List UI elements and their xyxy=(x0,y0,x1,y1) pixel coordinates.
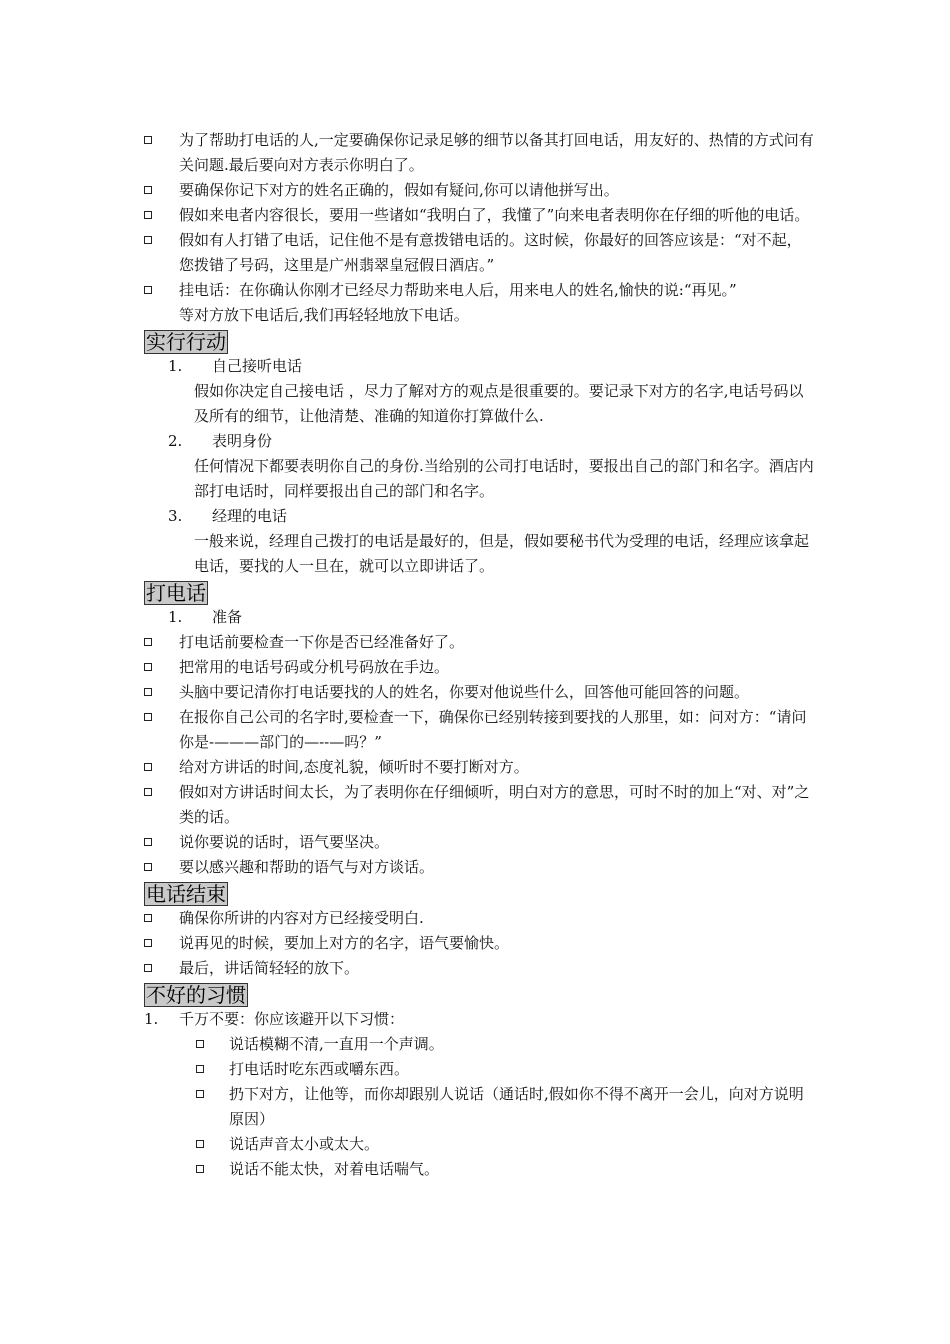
checkbox-bullet-icon xyxy=(144,939,152,947)
checkbox-bullet-icon xyxy=(196,1040,204,1048)
bullet-text: 说话声音太小或太大。 xyxy=(229,1135,380,1153)
list-item xyxy=(144,228,814,278)
bullet-text: 假如来电者内容很长，要用一些诸如“我明白了，我懂了”向来电者表明你在仔细的听他的电话。 xyxy=(179,206,810,224)
bullet-text: 要确保你记下对方的姓名正确的，假如有疑问,你可以请他拼写出。 xyxy=(179,181,619,199)
list-item xyxy=(144,1157,814,1182)
list-item xyxy=(144,1132,814,1157)
intro-closing-text: 等对方放下电话后,我们再轻轻地放下电话。 xyxy=(179,306,469,324)
numbered-item-title: 3. 经理的电话 xyxy=(144,504,814,529)
bullet-text: 确保你所讲的内容对方已经接受明白. xyxy=(179,909,424,927)
bullet-text: 说话不能太快，对着电话喘气。 xyxy=(229,1160,440,1178)
checkbox-bullet-icon xyxy=(196,1165,204,1173)
list-item xyxy=(144,780,814,830)
item-number: 1. xyxy=(144,1010,159,1028)
list-item xyxy=(144,203,814,228)
bullet-text: 说再见的时候，要加上对方的名字，语气要愉快。 xyxy=(179,934,510,952)
checkbox-bullet-icon xyxy=(144,838,152,846)
list-item xyxy=(144,830,814,855)
list-item xyxy=(144,855,814,880)
numbered-item-body: 任何情况下都要表明你自己的身份.当给别的公司打电话时，要报出自己的部门和名字。酒店内部打电话时，同样要报出自己的部门和名字。 xyxy=(194,457,814,500)
list-item xyxy=(144,680,814,705)
list-item xyxy=(144,178,814,203)
numbered-item-body: 假如你决定自己接电话 ，尽力了解对方的观点是很重要的。要记录下对方的名字,电话号码以及所有的细节，让他清楚、准确的知道你打算做什么. xyxy=(194,382,804,425)
list-item xyxy=(144,630,814,655)
list-item xyxy=(144,278,814,303)
list-item xyxy=(144,906,814,931)
bullet-text: 扔下对方，让他等，而你却跟别人说话（通话时,假如你不得不离开一会儿，向对方说明原因） xyxy=(229,1085,804,1128)
bullet-text: 在报你自己公司的名字时,要检查一下，确保你已经别转接到要找的人那里，如：问对方：“请问你是-———部门的—--—吗？” xyxy=(179,708,807,751)
bullet-text: 说话模糊不清,一直用一个声调。 xyxy=(229,1035,444,1053)
call-bullet-list xyxy=(144,630,814,880)
intro-bullet-list xyxy=(144,128,814,328)
item-number: 1. xyxy=(168,608,183,626)
checkbox-bullet-icon xyxy=(144,863,152,871)
section-heading-habits: 不好的习惯 xyxy=(146,983,246,1007)
numbered-item-title: 2. 表明身份 xyxy=(144,429,814,454)
bullet-text: 打电话前要检查一下你是否已经准备好了。 xyxy=(179,633,465,651)
bullet-text: 要以感兴趣和帮助的语气与对方谈话。 xyxy=(179,858,435,876)
checkbox-bullet-icon xyxy=(144,713,152,721)
checkbox-bullet-icon xyxy=(144,211,152,219)
checkbox-bullet-icon xyxy=(144,663,152,671)
list-item xyxy=(144,931,814,956)
bullet-text: 给对方讲话的时间,态度礼貌，倾听时不要打断对方。 xyxy=(179,758,529,776)
bullet-text: 假如对方讲话时间太长，为了表明你在仔细倾听，明白对方的意思，可时不时的加上“对、对”之类的话。 xyxy=(179,783,810,826)
list-item xyxy=(144,705,814,755)
checkbox-bullet-icon xyxy=(144,236,152,244)
bullet-text: 假如有人打错了电话，记住他不是有意拨错电话的。这时候，你最好的回答应该是：“对不起，您拨错了号码，这里是广州翡翠皇冠假日酒店。” xyxy=(179,231,802,274)
bullet-text: 为了帮助打电话的人,一定要确保你记录足够的细节以备其打回电话，用友好的、热情的方式问有关问题.最后要向对方表示你明白了。 xyxy=(179,131,814,174)
checkbox-bullet-icon xyxy=(144,136,152,144)
checkbox-bullet-icon xyxy=(144,964,152,972)
checkbox-bullet-icon xyxy=(144,914,152,922)
numbered-item-title: 1. 自己接听电话 xyxy=(144,354,814,379)
list-item xyxy=(144,1082,814,1132)
list-item xyxy=(144,1057,814,1082)
bullet-text: 打电话时吃东西或嚼东西。 xyxy=(229,1060,410,1078)
list-item xyxy=(144,655,814,680)
checkbox-bullet-icon xyxy=(196,1065,204,1073)
action-numbered-list xyxy=(144,354,814,579)
item-number: 1. xyxy=(168,357,183,375)
bullet-text: 把常用的电话号码或分机号码放在手边。 xyxy=(179,658,450,676)
checkbox-bullet-icon xyxy=(144,788,152,796)
list-item xyxy=(144,956,814,981)
checkbox-bullet-icon xyxy=(196,1140,204,1148)
numbered-item-title: 1. 千万不要：你应该避开以下习惯： xyxy=(144,1007,814,1032)
section-heading-call: 打电话 xyxy=(146,581,206,605)
checkbox-bullet-icon xyxy=(144,763,152,771)
document-content xyxy=(144,128,814,1182)
checkbox-bullet-icon xyxy=(144,186,152,194)
bullet-text: 说你要说的话时，语气要坚决。 xyxy=(179,833,390,851)
list-item xyxy=(144,128,814,178)
section-heading-end: 电话结束 xyxy=(146,882,226,906)
checkbox-bullet-icon xyxy=(144,638,152,646)
numbered-item-title: 1. 准备 xyxy=(144,605,814,630)
checkbox-bullet-icon xyxy=(144,286,152,294)
end-bullet-list xyxy=(144,906,814,981)
item-number: 2. xyxy=(168,432,183,450)
list-item xyxy=(144,755,814,780)
habits-bullet-list xyxy=(144,1032,814,1182)
section-heading-action: 实行行动 xyxy=(146,330,226,354)
bullet-text: 最后，讲话简轻轻的放下。 xyxy=(179,959,360,977)
numbered-item-body: 一般来说，经理自己拨打的电话是最好的，但是，假如要秘书代为受理的电话，经理应该拿起电话，要找的人一旦在，就可以立即讲话了。 xyxy=(194,532,810,575)
list-item xyxy=(144,1032,814,1057)
checkbox-bullet-icon xyxy=(196,1090,204,1098)
checkbox-bullet-icon xyxy=(144,688,152,696)
bullet-text: 挂电话：在你确认你刚才已经尽力帮助来电人后，用来电人的姓名,愉快的说:“再见。” xyxy=(179,281,737,299)
bullet-text: 头脑中要记清你打电话要找的人的姓名，你要对他说些什么，回答他可能回答的问题。 xyxy=(179,683,750,701)
item-number: 3. xyxy=(168,507,183,525)
